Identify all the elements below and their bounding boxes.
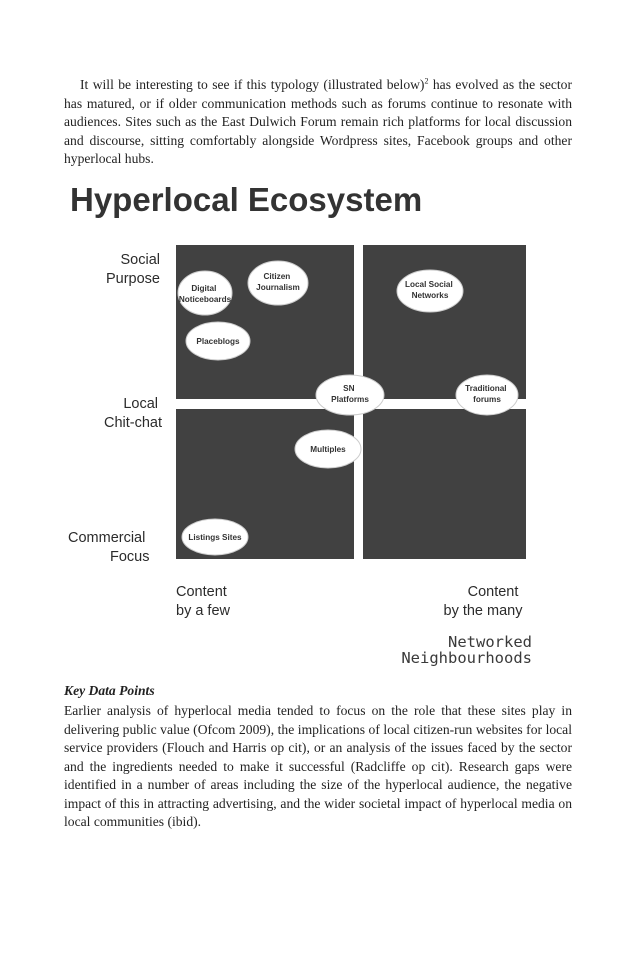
bubble-digital-noticeboards: [178, 271, 232, 315]
y-label-line: Purpose: [105, 271, 160, 287]
hyperlocal-ecosystem-figure: [60, 175, 580, 675]
networked-neighbourhoods-logo: [401, 633, 532, 667]
bubble-label-line: Multiples: [310, 445, 346, 454]
x-axis-label-content-by-a-few: [176, 584, 231, 619]
bubble-label-line: Digital: [191, 284, 217, 293]
intro-text-after: has evolved as the sector has matured, or if older communication methods such as forums continue to resonate with audiences. Sites such as the East Dulwich Forum remain rich platforms for local discussion and discourse, sitting comfortably alongside Wordpress sites, Facebook groups and other hyperlocal hubs.: [64, 77, 572, 166]
bubble-label-line: Citizen: [263, 272, 291, 281]
quadrant-top-right: [363, 245, 526, 399]
bubble-label-line: Platforms: [331, 395, 369, 404]
quadrant-bottom-right: [363, 409, 526, 559]
x-label-line: by a few: [176, 603, 230, 619]
x-label-line: Content: [176, 584, 227, 600]
bubble-label-line: Journalism: [256, 283, 300, 292]
y-label-line: Social: [120, 252, 160, 268]
key-data-points-heading: Key Data Points: [64, 683, 155, 698]
bubble-sn-platforms: [316, 375, 384, 415]
y-label-line: Chit-chat: [103, 415, 162, 431]
y-axis-label-local-chit-chat: [104, 396, 162, 431]
svg-text:Listings Sites: [188, 533, 242, 542]
x-label-line: Content: [467, 584, 519, 600]
bubble-local-social-networks: [397, 270, 463, 312]
y-label-line: Commercial: [68, 530, 146, 546]
bubble-label-line: Local Social: [404, 280, 453, 289]
y-axis-label-social-purpose: [106, 252, 160, 287]
bubble-label-line: Networks: [411, 291, 449, 300]
intro-text-before: It will be interesting to see if this typology (illustrated below): [80, 77, 425, 92]
bubble-label-line: SN: [343, 384, 355, 393]
bubble-label-line: Noticeboards: [178, 295, 232, 304]
bubble-listings-sites: [182, 519, 248, 555]
bubble-label-line: Placeblogs: [196, 337, 240, 346]
bubble-placeblogs: [186, 322, 250, 360]
intro-paragraph: [64, 76, 572, 169]
footnote-marker[interactable]: 2: [424, 76, 429, 86]
bubble-label-line: forums: [473, 395, 501, 404]
bubble-label-line: Listings Sites: [188, 533, 242, 542]
y-label-line: Focus: [110, 549, 150, 565]
x-label-line: by the many: [443, 603, 523, 619]
bubble-label-line: Traditional: [465, 384, 507, 393]
bubble-citizen-journalism: [248, 261, 308, 305]
x-axis-label-content-by-the-many: [444, 584, 524, 619]
svg-text:Placeblogs: [196, 337, 240, 346]
y-axis-label-commercial-focus: [68, 530, 150, 565]
key-data-paragraph: Earlier analysis of hyperlocal media tended to focus on the role that these sites play in delivering public value (Ofcom 2009), the implications of local citizen-run websites for local service providers (Flouch and Harris op cit), or an analysis of the issues faced by the sector and the ingredients needed to make it successful (Radcliffe op cit). Research gaps were identified in a number of areas including the size of the hyperlocal audience, the negative impact of this in attracting advertising, and the wider societal impact of hyperlocal media on local communities (ibid).: [64, 703, 572, 829]
svg-text:Multiples: [310, 445, 346, 454]
bubble-multiples: [295, 430, 361, 468]
y-label-line: Local: [123, 396, 158, 412]
bubble-traditional-forums: [456, 375, 518, 415]
figure-title: Hyperlocal Ecosystem: [70, 181, 423, 218]
logo-line: Neighbourhoods: [401, 649, 532, 667]
logo-line: Networked: [448, 633, 532, 651]
